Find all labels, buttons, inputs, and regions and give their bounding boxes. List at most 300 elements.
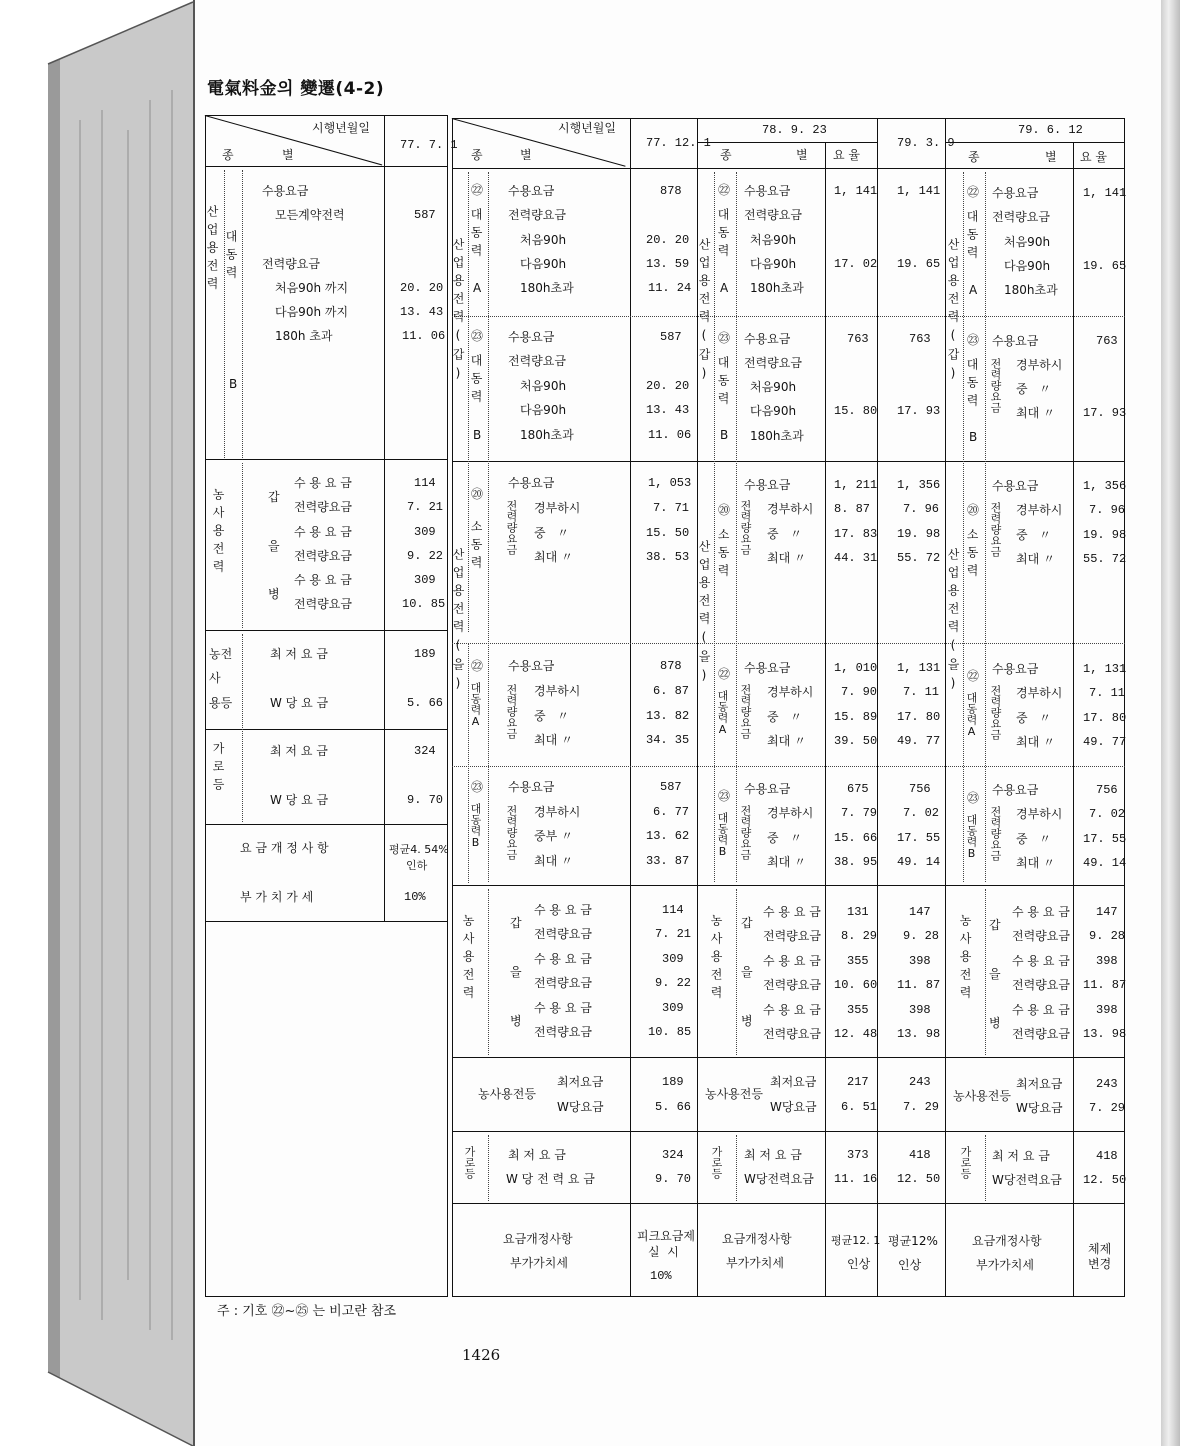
c3-rev2: 인상 (847, 1257, 871, 1271)
c3-gb-next: 다음90h (750, 404, 797, 418)
c3-farm-v1b: 10. 60 (834, 978, 878, 992)
c5-gb-max-v: 17. 93 (1083, 406, 1127, 420)
c2-gb-first: 처음90h (520, 379, 567, 393)
c2-ga-dd: 대동력 (469, 208, 483, 262)
c2-fl-w: W당요금 (557, 1100, 604, 1114)
c3-farm-l0b: 전력량요금 (763, 929, 821, 943)
c5-s20-mid-v: 19. 98 (1083, 528, 1127, 542)
book-edge (0, 0, 200, 1446)
c3-street: 가로등 (710, 1146, 723, 1179)
c2-ind-gap-label: 산업용전력(갑) (451, 238, 465, 386)
c5-farm-l0b: 전력량요금 (1012, 929, 1070, 943)
c4-farm-v0a: 147 (909, 905, 931, 919)
c5-b23-mid: 중 〃 (1016, 832, 1052, 846)
c3-b23-demand: 수용요금 (744, 782, 791, 796)
c5-ga-over: 180h초과 (1004, 283, 1058, 297)
c2-b23-max: 최대 〃 (534, 854, 573, 868)
c2-gb-next-v: 13. 43 (646, 403, 690, 417)
left-farm-0-v2: 7. 21 (407, 500, 444, 514)
left-revision-label: 요 금 개 정 사 항 (240, 841, 329, 855)
left-street-min: 324 (414, 744, 436, 758)
c3-sd: 소동력 (716, 528, 730, 582)
c4-a22-mid-v: 17. 80 (897, 710, 941, 724)
page-title: 電氣料金의 變遷(4-2) (207, 79, 385, 99)
c3-s20-demand-v: 1, 211 (834, 478, 878, 492)
c2-gb-letter: B (473, 428, 482, 442)
left-farm-2-v1: 309 (414, 573, 436, 587)
c5-farm-l2a: 수 용 요 금 (1012, 1003, 1070, 1017)
c5-gb-demand: 수용요금 (992, 334, 1039, 348)
c2-b23-dd: 대동력B (469, 803, 482, 849)
c2-gb-next: 다음90h (520, 403, 567, 417)
left-date-label: 시행년월일 (312, 121, 370, 135)
c5-s20-mid: 중 〃 (1016, 528, 1052, 542)
date-79-3-9: 79. 3. 9 (897, 136, 955, 150)
c4-b23-mid-v: 17. 55 (897, 831, 941, 845)
c5-st-min-v: 418 (1096, 1149, 1118, 1163)
c2-farmlight: 농사용전등 (478, 1087, 536, 1101)
c3-n20: ⑳ (718, 503, 731, 517)
c2-b23-light: 경부하시 (534, 805, 581, 819)
c2-vat: 부가가치세 (510, 1256, 568, 1270)
left-farmlight-b: 사 (209, 671, 221, 685)
c3-b23-mid: 중 〃 (767, 831, 803, 845)
page-right-edge (1161, 0, 1180, 1446)
c3-fl-min-v: 217 (847, 1075, 869, 1089)
c2-a22-max: 최대 〃 (534, 733, 573, 747)
c5-gb-energy-v: 전력량요금 (989, 358, 1002, 413)
c2-ga-over-v: 11. 24 (648, 281, 692, 295)
c3-gb-letter: B (720, 428, 729, 442)
left-farm-0-l2: 전력량요금 (294, 500, 352, 514)
c2-gb-demand: 수용요금 (508, 330, 555, 344)
c3-a22-mid: 중 〃 (767, 710, 803, 724)
c5-farm-v0a: 147 (1096, 905, 1118, 919)
c2-farm-l2b: 전력량요금 (534, 1025, 592, 1039)
c3-gb-first: 처음90h (750, 380, 797, 394)
c4-st-min-v: 418 (909, 1148, 931, 1162)
left-row-2: 전력량요금 (262, 257, 320, 271)
c5-gb-light: 경부하시 (1016, 358, 1063, 372)
c3-b23-light: 경부하시 (767, 806, 814, 820)
c5-b23-energy-v: 전력량요금 (989, 806, 1002, 861)
c5-s20-light: 경부하시 (1016, 503, 1063, 517)
c2-b23-energy-v: 전력량요금 (505, 805, 518, 860)
left-farm-1-l1: 수 용 요 금 (294, 525, 352, 539)
c2-a22-mid: 중 〃 (534, 709, 570, 723)
c3-b23-max: 최대 〃 (767, 855, 806, 869)
c2-n23b: ㉓ (471, 780, 484, 794)
c2-farm-l2a: 수 용 요 금 (534, 1001, 592, 1015)
c4-a22-demand-v: 1, 131 (897, 661, 941, 675)
c3-farm-v2a: 355 (847, 1003, 869, 1017)
left-farmlight-a: 농전 (209, 647, 233, 661)
date-79-6-12: 79. 6. 12 (1018, 123, 1083, 137)
c5-a22-demand-v: 1, 131 (1083, 662, 1127, 676)
c2-farm-v0b: 7. 21 (655, 927, 692, 941)
c5-ga-letter: A (969, 283, 978, 297)
c5-n23: ㉓ (967, 333, 980, 347)
left-farm-1-v2: 9. 22 (407, 549, 444, 563)
c3-rate: 요 율 (833, 148, 860, 162)
c2-ga-demand-v: 878 (660, 184, 682, 198)
c5-ind-eul-label: 산업용전력(을) (946, 548, 960, 696)
c3-fl-w: W당요금 (770, 1100, 817, 1114)
c2-street: 가로등 (463, 1146, 476, 1179)
left-revision-value2: 인하 (406, 859, 428, 872)
c2-b23-light-v: 6. 77 (653, 805, 690, 819)
c2-farm-v1a: 309 (662, 952, 684, 966)
footnote: 주 : 기호 ㉒~㉕ 는 비고란 참조 (217, 1304, 397, 1319)
c2-ga-over: 180h초과 (520, 281, 574, 295)
left-vat-label: 부 가 치 가 세 (240, 890, 314, 904)
c4-s20-max-v: 55. 72 (897, 551, 941, 565)
c3-a22-light-v: 7. 90 (841, 685, 878, 699)
c5-farm-v1a: 398 (1096, 954, 1118, 968)
c2-rev2: 실 시 (648, 1245, 679, 1259)
c3-fl-min: 최저요금 (770, 1075, 817, 1089)
c3-s20-max-v: 44. 31 (834, 551, 878, 565)
c2-a22-mid-v: 13. 82 (646, 709, 690, 723)
c5-b23-light-v: 7. 02 (1089, 807, 1126, 821)
c2-ga-letter: A (473, 281, 482, 295)
c3-ga-first: 처음90h (750, 233, 797, 247)
c4-rev1: 평균12% (888, 1234, 938, 1248)
left-farmlight-w-label: W 당 요 금 (270, 696, 329, 710)
c4-farm-v1b: 11. 87 (897, 978, 941, 992)
c5-fl-w-v: 7. 29 (1089, 1101, 1126, 1115)
c5-farm-g0: 갑 (989, 918, 1001, 932)
c3-ga-next: 다음90h (750, 257, 797, 271)
c3-st-w: W당전력요금 (744, 1172, 814, 1186)
c2-st-min-v: 324 (662, 1148, 684, 1162)
c2-s20-max: 최대 〃 (534, 550, 573, 564)
c3-n22: ㉒ (718, 183, 731, 197)
c5-a22-mid-v: 17. 80 (1083, 711, 1127, 725)
c5-farm-l2b: 전력량요금 (1012, 1027, 1070, 1041)
c4-farm-v0b: 9. 28 (903, 929, 940, 943)
c4-farm-v1a: 398 (909, 954, 931, 968)
left-revision-value: 평균4. 54% (389, 843, 449, 856)
c2-ga-next: 다음90h (520, 257, 567, 271)
c5-b23-dd: 대동력B (965, 814, 978, 860)
c2-st-w-v: 9. 70 (655, 1172, 692, 1186)
c5-kind-a: 종 (968, 150, 980, 164)
left-farm-1-v1: 309 (414, 525, 436, 539)
right-kind-b: 별 (520, 148, 532, 162)
c2-farm-g0: 갑 (510, 916, 522, 930)
left-row-5: 180h 초과 (275, 329, 333, 343)
c5-ga-first: 처음90h (1004, 235, 1051, 249)
c5-n22: ㉒ (967, 185, 980, 199)
c2-s20-light: 경부하시 (534, 501, 581, 515)
left-farm-grade-1: 을 (268, 539, 280, 553)
page-number: 1426 (462, 1346, 501, 1364)
left-row-4: 다음90h 까지 (275, 305, 349, 319)
left-vat-value: 10% (404, 890, 426, 904)
c3-ga-energy: 전력량요금 (744, 208, 802, 222)
c4-a22-light-v: 7. 11 (903, 685, 940, 699)
c4-fl-w-v: 7. 29 (903, 1100, 940, 1114)
c3-n22b: ㉒ (718, 667, 731, 681)
c2-farm-v2b: 10. 85 (648, 1025, 692, 1039)
c5-ga-next: 다음90h (1004, 259, 1051, 273)
c5-a22-light-v: 7. 11 (1089, 686, 1126, 700)
c5-farmlight: 농사용전등 (953, 1089, 1011, 1103)
c2-ind-eul-label: 산업용전력(을) (451, 548, 465, 696)
c3-gb-demand-v: 763 (847, 332, 869, 346)
c5-rev2: 변경 (1088, 1257, 1112, 1271)
c5-farm-g2: 병 (989, 1016, 1001, 1030)
c5-gb-demand-v: 763 (1096, 334, 1118, 348)
c3-farm-v0b: 8. 29 (841, 929, 878, 943)
c2-rev: 요금개정사항 (503, 1232, 573, 1246)
c3-ga-letter: A (720, 281, 729, 295)
c2-n20: ⑳ (471, 487, 484, 501)
c5-st-w: W당전력요금 (992, 1173, 1062, 1187)
c3-kind-a: 종 (720, 148, 732, 162)
c3-a22-max: 최대 〃 (767, 734, 806, 748)
c5-ga-demand: 수용요금 (992, 186, 1039, 200)
left-row-3-value: 20. 20 (400, 281, 444, 295)
c5-b23-max-v: 49. 14 (1083, 856, 1127, 870)
c3-s20-light: 경부하시 (767, 502, 814, 516)
c5-a22-mid: 중 〃 (1016, 711, 1052, 725)
c2-gb-over-v: 11. 06 (648, 428, 692, 442)
left-farmlight-c: 용등 (209, 696, 233, 710)
c4-gb-next-v: 17. 93 (897, 404, 941, 418)
c3-farm-label: 농사용전력 (709, 914, 723, 1004)
c3-farm-l1a: 수 용 요 금 (763, 954, 821, 968)
c4-b23-light-v: 7. 02 (903, 806, 940, 820)
c3-farm-l0a: 수 용 요 금 (763, 905, 821, 919)
c5-fl-min-v: 243 (1096, 1077, 1118, 1091)
c4-farm-v2b: 13. 98 (897, 1027, 941, 1041)
c5-farm-g1: 을 (989, 967, 1001, 981)
c3-a22-light: 경부하시 (767, 685, 814, 699)
date-77-12-1: 77. 12. 1 (646, 136, 711, 150)
c5-gb-mid: 중 〃 (1016, 382, 1052, 396)
c3-farm-v2b: 12. 48 (834, 1027, 878, 1041)
c2-s20-demand-v: 1, 053 (648, 476, 692, 490)
c3-a22-mid-v: 15. 89 (834, 710, 878, 724)
c4-ga-demand-v: 1, 141 (897, 184, 941, 198)
c2-a22-demand: 수용요금 (508, 659, 555, 673)
c3-st-min-v: 373 (847, 1148, 869, 1162)
c4-b23-demand-v: 756 (909, 782, 931, 796)
left-kind-b: 별 (282, 148, 294, 162)
c4-gb-demand-v: 763 (909, 332, 931, 346)
c5-a22-light: 경부하시 (1016, 686, 1063, 700)
c3-farm-g1: 을 (741, 965, 753, 979)
left-street-w-label: W 당 요 금 (270, 793, 329, 807)
c5-a22-demand: 수용요금 (992, 662, 1039, 676)
c3-ga-next-v: 17. 02 (834, 257, 878, 271)
c2-farm-l0a: 수 용 요 금 (534, 903, 592, 917)
c5-fl-w: W당요금 (1016, 1101, 1063, 1115)
c5-gb-max: 최대 〃 (1016, 406, 1055, 420)
c2-gb-first-v: 20. 20 (646, 379, 690, 393)
c3-farm-l2a: 수 용 요 금 (763, 1003, 821, 1017)
c2-n22: ㉒ (471, 183, 484, 197)
date-78-9-23: 78. 9. 23 (762, 123, 827, 137)
c2-st-min: 최 저 요 금 (508, 1148, 566, 1162)
c5-farm-l0a: 수 용 요 금 (1012, 905, 1070, 919)
c5-farm-l1b: 전력량요금 (1012, 978, 1070, 992)
c5-b23-demand-v: 756 (1096, 783, 1118, 797)
c2-fl-min: 최저요금 (557, 1075, 604, 1089)
c5-s20-demand: 수용요금 (992, 479, 1039, 493)
c3-ind-gap-label: 산업용전력(갑) (697, 238, 711, 386)
c3-a22-dd: 대동력A (716, 690, 729, 736)
left-farmlight-min: 189 (414, 647, 436, 661)
c2-s20-light-v: 7. 71 (653, 501, 690, 515)
c5-s20-max: 최대 〃 (1016, 552, 1055, 566)
c2-ga-demand: 수용요금 (508, 184, 555, 198)
c3-ga-demand-v: 1, 141 (834, 184, 878, 198)
c5-s20-light-v: 7. 96 (1089, 503, 1126, 517)
c2-a22-light-v: 6. 87 (653, 684, 690, 698)
c3-gb-demand: 수용요금 (744, 332, 791, 346)
left-row-1-value: 587 (414, 208, 436, 222)
c3-gb-energy: 전력량요금 (744, 356, 802, 370)
c4-s20-light-v: 7. 96 (903, 502, 940, 516)
c5-ga-next-v: 19. 65 (1083, 259, 1127, 273)
left-street-w: 9. 70 (407, 793, 444, 807)
c2-s20-max-v: 38. 53 (646, 550, 690, 564)
left-row-1: 모든계약전력 (275, 208, 345, 222)
c2-farm-l1a: 수 용 요 금 (534, 952, 592, 966)
c2-farm-g2: 병 (510, 1014, 522, 1028)
c2-a22-max-v: 34. 35 (646, 733, 690, 747)
c3-ind-eul-label: 산업용전력(을) (697, 540, 711, 688)
c2-b23-mid: 중부 〃 (534, 829, 573, 843)
c5-n20: ⑳ (967, 503, 980, 517)
c3-a22-demand-v: 1, 010 (834, 661, 878, 675)
left-street-min-label: 최 저 요 금 (270, 744, 328, 758)
left-b-letter: B (229, 377, 238, 391)
c3-farmlight: 농사용전등 (705, 1087, 763, 1101)
c5-rev1: 체제 (1088, 1242, 1112, 1256)
c3-a22-demand: 수용요금 (744, 661, 791, 675)
c5-street: 가로등 (959, 1146, 972, 1179)
c5-ind-gap-label: 산업용전력(갑) (946, 238, 960, 386)
c5-s20-max-v: 55. 72 (1083, 552, 1127, 566)
c2-farm-v0a: 114 (662, 903, 684, 917)
c2-gb-over: 180h초과 (520, 428, 574, 442)
c2-b23-mid-v: 13. 62 (646, 829, 690, 843)
c4-rev2: 인상 (898, 1258, 922, 1272)
c2-farm-label: 농사용전력 (461, 914, 475, 1004)
c2-fl-min-v: 189 (662, 1075, 684, 1089)
c5-b23-max: 최대 〃 (1016, 856, 1055, 870)
c4-s20-mid-v: 19. 98 (897, 527, 941, 541)
left-street-label: 가로등 (211, 742, 225, 796)
c3-s20-light-v: 8. 87 (834, 502, 871, 516)
c5-farm-v0b: 9. 28 (1089, 929, 1126, 943)
c5-b23-demand: 수용요금 (992, 783, 1039, 797)
c5-st-min: 최 저 요 금 (992, 1149, 1050, 1163)
left-farmlight-w: 5. 66 (407, 696, 444, 710)
left-date: 77. 7. 1 (400, 138, 458, 152)
c3-rev1: 평균12. 1 (831, 1234, 881, 1247)
left-row-3: 처음90h 까지 (275, 281, 349, 295)
c3-gb-dd: 대동력 (716, 356, 730, 410)
c2-rev1: 피크요금제 (637, 1229, 695, 1243)
c2-s20-demand: 수용요금 (508, 476, 555, 490)
c2-a22-light: 경부하시 (534, 684, 581, 698)
c3-gb-next-v: 15. 80 (834, 404, 878, 418)
c5-a22-max: 최대 〃 (1016, 735, 1055, 749)
c5-sd: 소동력 (965, 528, 979, 582)
c3-b23-max-v: 38. 95 (834, 855, 878, 869)
c5-ga-dd: 대동력 (965, 210, 979, 264)
c2-a22-dd: 대동력A (469, 682, 482, 728)
c5-ga-demand-v: 1, 141 (1083, 186, 1127, 200)
c2-fl-w-v: 5. 66 (655, 1100, 692, 1114)
c3-fl-w-v: 6. 51 (841, 1100, 878, 1114)
c2-st-w: W 당 전 력 요 금 (506, 1172, 595, 1186)
c3-b23-mid-v: 15. 66 (834, 831, 878, 845)
left-farm-grade-2: 병 (268, 587, 280, 601)
c4-ga-next-v: 19. 65 (897, 257, 941, 271)
c2-farm-l0b: 전력량요금 (534, 927, 592, 941)
c4-s20-demand-v: 1, 356 (897, 478, 941, 492)
c5-vat: 부가가치세 (976, 1258, 1034, 1272)
left-industrial-label: 산업용전력 (205, 205, 219, 295)
c2-b23-max-v: 33. 87 (646, 854, 690, 868)
c5-b23-light: 경부하시 (1016, 807, 1063, 821)
c3-s20-demand: 수용요금 (744, 478, 791, 492)
c3-farm-v1a: 355 (847, 954, 869, 968)
c3-s20-mid-v: 17. 83 (834, 527, 878, 541)
c2-b23-demand: 수용요금 (508, 780, 555, 794)
c3-a22-max-v: 39. 50 (834, 734, 878, 748)
c3-rev: 요금개정사항 (722, 1232, 792, 1246)
c3-s20-mid: 중 〃 (767, 527, 803, 541)
c3-farm-l1b: 전력량요금 (763, 978, 821, 992)
c3-farm-g0: 갑 (741, 916, 753, 930)
c5-a22-energy-v: 전력량요금 (989, 685, 1002, 740)
c5-a22-max-v: 49. 77 (1083, 735, 1127, 749)
c2-farm-l1b: 전력량요금 (534, 976, 592, 990)
c5-farm-label: 농사용전력 (958, 914, 972, 1004)
c2-farm-v1b: 9. 22 (655, 976, 692, 990)
c2-ga-energy: 전력량요금 (508, 208, 566, 222)
right-kind-a: 종 (471, 148, 483, 162)
left-farm-0-l1: 수 용 요 금 (294, 476, 352, 490)
c5-n23b: ㉓ (967, 791, 980, 805)
c2-s20-mid: 중 〃 (534, 526, 570, 540)
left-row-4-value: 13. 43 (400, 305, 444, 319)
c5-s20-energy-v: 전력량요금 (989, 502, 1002, 557)
left-farm-label: 농사용전력 (211, 488, 225, 578)
c2-gb-demand-v: 587 (660, 330, 682, 344)
c5-rev: 요금개정사항 (972, 1234, 1042, 1248)
c2-rev3: 10% (650, 1269, 672, 1283)
c3-ga-dd: 대동력 (716, 208, 730, 262)
c5-farm-v2a: 398 (1096, 1003, 1118, 1017)
c2-farm-v2a: 309 (662, 1001, 684, 1015)
left-farm-2-l2: 전력량요금 (294, 597, 352, 611)
c5-farm-v2b: 13. 98 (1083, 1027, 1127, 1041)
left-row-0: 수용요금 (262, 184, 309, 198)
c5-st-w-v: 12. 50 (1083, 1173, 1127, 1187)
c3-a22-energy-v: 전력량요금 (739, 684, 752, 739)
left-farm-1-l2: 전력량요금 (294, 549, 352, 563)
c3-ga-demand: 수용요금 (744, 184, 791, 198)
c2-gb-energy: 전력량요금 (508, 354, 566, 368)
